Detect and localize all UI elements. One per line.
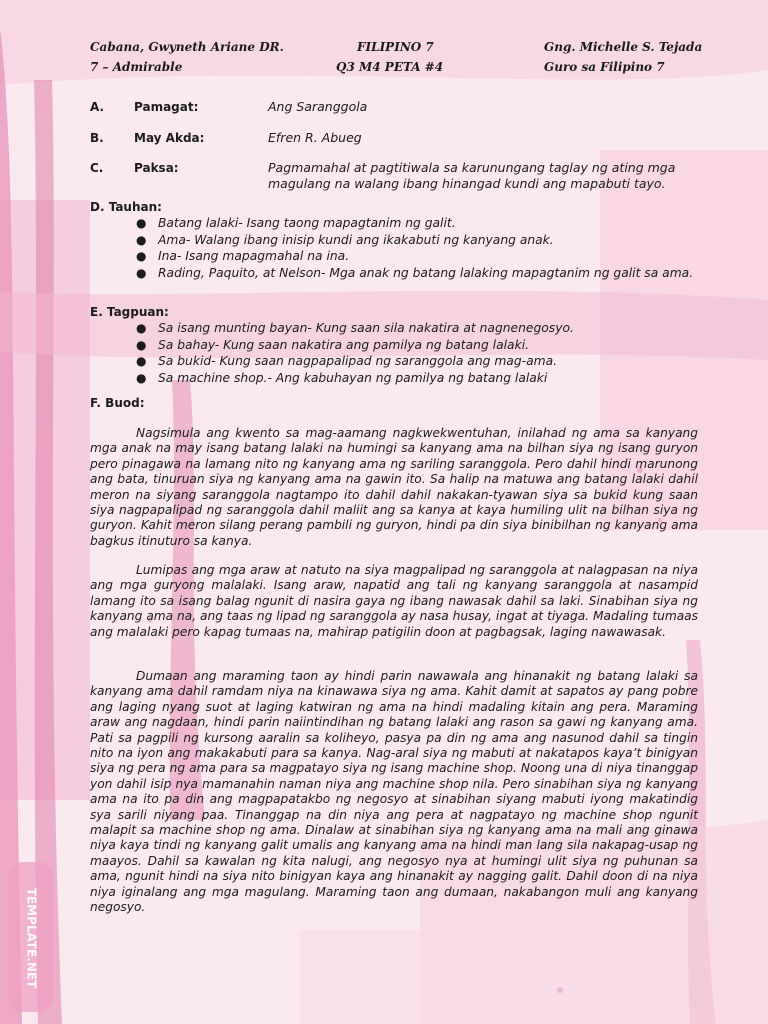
item-b-value: Efren R. Abueg [268, 130, 362, 145]
list-item: ● Sa bukid- Kung saan nagpapalipad ng saranggola ang mag-ama. [136, 354, 558, 368]
subject-title: FILIPINO 7 [357, 40, 434, 54]
task-code: Q3 M4 PETA #4 [336, 60, 444, 74]
item-a-value: Ang Saranggola [268, 99, 368, 114]
item-a-label: Pamagat: [134, 100, 199, 114]
buod-heading: F. Buod: [90, 396, 145, 410]
buod-paragraph-1: Nagsimula ang kwento sa mag-aamang nagkwekwentuhan, inilahad ng ama sa kanyang mga anak na may isang batang lalaki na humingi sa kanyang ama na bilhan siya ng isang guryon pero pinagawa na lamang nito ng kanyang ama ng sariling saranggola. Pero dahil hindi marunong ang bata, tinuruan siya ng kanyang ama na gawin ito. Sa halip na matuwa ang batang lalaki dahil meron na siyang saranggola nagtampo ito dahil dahil nakakan-tyawan siya sa bukid kung saan siya nagpapalipad ng saranggola dahil maliit ang sa kanya at kaya humiling ulit na bilhan siya ng guryon. Kahit meron silang perang pambili ng guryon, hindi pa din siya binibilhan ng kanyang ama bagkus itinuturo sa kanya. [90, 426, 698, 548]
buod-paragraph-3: Dumaan ang maraming taon ay hindi parin nawawala ang hinanakit ng batang lalaki sa kanyang ama dahil ramdam niya na kinawawa siya ng ama. Kahit damit at sapatos ay pang pobre ang laging nyang suot at laging katwiran ng ama na hindi madaling kitain ang pera. Maraming araw ang nagdaan, hindi parin naiintindihan ng batang lalaki ang rason sa gawi ng kanyang ama. Pati sa pagpili ng kursong aaralin sa koliheyo, pasya pa din ng ama ang nasunod dahil sa tingin nito na iyon ang makakabuti para sa kanya. Nag-aral siya ng mabuti at nakatapos kaya’t binigyan siya ng pera ng ama para sa magpatayo siya ng isang machine shop. Noong una di niya tinanggap yon dahil isip nya mamanahin naman niya ang machine shop nila. Pero sinabihan siya ng kanyang ama na ito pa din ang magpapatakbo ng negosyo at sinabihan siyang mabuti iyong makatindig sya sarili niyang paa. Tinanggap na din niya ang pera at nagpatayo ng machine shop ngunit malapit sa machine shop ng ama. Dinalaw at sinabihan siya ng kanyang ama na mali ang ginawa niya kaya tindi ng kanyang galit umalis ang kanyang ama na hindi man lang sila nakapag-usap ng maayos. Dahil sa kawalan ng kita nalugi, ang negosyo nya at humingi ulit siya ng puhunan sa ama, ngunit hindi na siya nito binigyan kaya ang hinanakit ay nagging galit. Dahil doon di na niya niya iginalang ang mga magulang. Maraming taon ang dumaan, nakabangon muli ang kanyang negosyo. [90, 669, 698, 915]
bullet-icon: ● [136, 216, 147, 230]
bullet-icon: ● [136, 370, 147, 385]
bullet-icon: ● [136, 249, 147, 263]
list-item: ● Batang lalaki- Isang taong mapagtanim ng galit. [136, 216, 456, 230]
template-watermark-logo [2, 858, 60, 1018]
watermark-text: TEMPLATE.NET [24, 887, 39, 989]
bullet-icon: ● [136, 354, 147, 368]
item-c-letter: C. [90, 161, 104, 175]
student-section: 7 – Admirable [90, 60, 183, 74]
buod-paragraph-2: Lumipas ang mga araw at natuto na siya magpalipad ng saranggola at nalagpasan na niya ang mga guryong malalaki. Isang araw, napatid ang tali ng kanyang saranggola at nasampid lamang ito sa isang balag ngunit di nasira gaya ng ibang nawasak dahil sa laki. Sinabihan siya ng kanyang ama na, ang taas ng lipad ng saranggola ay nasa husay, ingat at tiyaga. Madaling tumaas ang malalaki pero kapag tumaas na, mahirap patigilin doon at pagbagsak, laging nawawasak. [90, 563, 698, 639]
tagpuan-list [134, 320, 700, 386]
bullet-icon: ● [136, 321, 147, 335]
list-item: ● Rading, Paquito, at Nelson- Mga anak ng batang lalaking mapagtanim ng galit sa ama. [136, 265, 694, 280]
bullet-icon: ● [136, 232, 147, 247]
teacher-name: Gng. Michelle S. Tejada [544, 40, 703, 54]
item-a-letter: A. [90, 100, 105, 114]
item-b-letter: B. [90, 131, 104, 145]
list-item: ● Ina- Isang mapagmahal na ina. [136, 249, 350, 263]
student-name: Cabana, Gwyneth Ariane DR. [90, 40, 284, 54]
item-c-value: Pagmamahal at pagtitiwala sa karunungang taglay ng ating mga magulang na walang ibang hinangad kundi ang mapabuti tayo. [268, 160, 676, 191]
tauhan-list [134, 215, 700, 281]
list-item: ● Sa bahay- Kung saan nakatira ang pamilya ng batang lalaki. [136, 337, 530, 352]
bullet-icon: ● [136, 265, 147, 280]
item-c-label: Paksa: [134, 161, 179, 175]
bullet-icon: ● [136, 337, 147, 352]
tauhan-heading: D. Tauhan: [90, 200, 162, 214]
teacher-role: Guro sa Filipino 7 [544, 60, 665, 74]
tagpuan-heading: E. Tagpuan: [90, 305, 169, 319]
item-b-label: May Akda: [134, 131, 205, 145]
list-item: ● Sa machine shop.- Ang kabuhayan ng pamilya ng batang lalaki [136, 370, 548, 385]
list-item: ● Sa isang munting bayan- Kung saan sila nakatira at nagnenegosyo. [136, 321, 574, 335]
list-item: ● Ama- Walang ibang inisip kundi ang ikakabuti ng kanyang anak. [136, 232, 554, 247]
